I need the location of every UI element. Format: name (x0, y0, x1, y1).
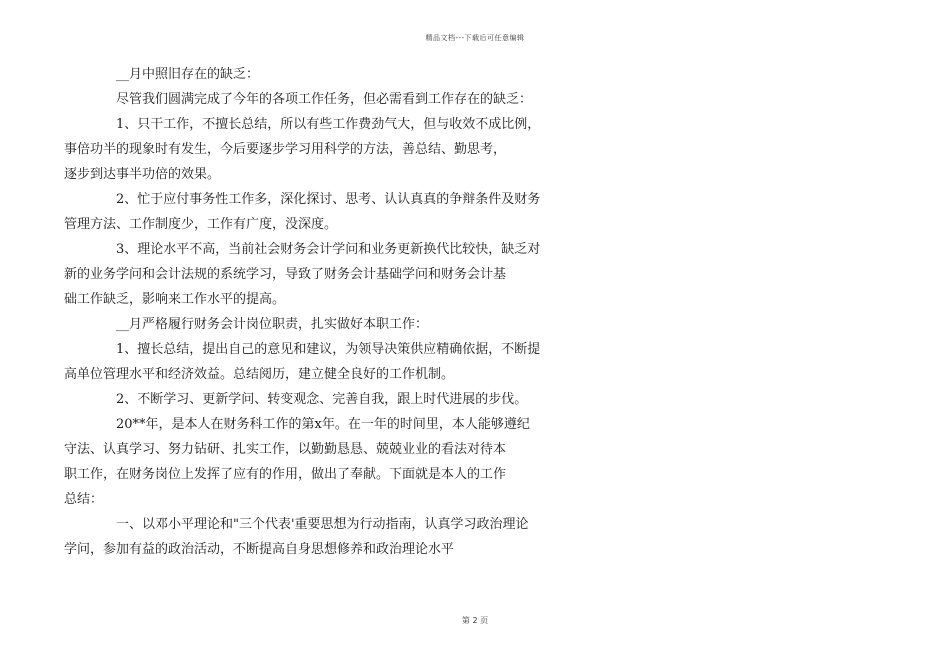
text-line: 3、理论水平不高，当前社会财务会计学问和业务更新换代比较快，缺乏对 (116, 242, 541, 257)
text-line: 事倍功半的现象时有发生，今后要逐步学习用科学的方法，善总结、勤思考， (64, 142, 507, 157)
paragraph (90, 87, 533, 112)
text-line: 新的业务学问和会计法规的系统学习，导致了财务会计基础学问和财务会计基 (64, 267, 507, 282)
text-line: 高单位管理水平和经济效益。总结阅历，建立健全良好的工作机制。 (64, 367, 455, 382)
page-number: 第 2 页 (461, 616, 489, 625)
paragraph (90, 312, 470, 337)
paragraph (64, 237, 541, 312)
page-header: 精品文档---下载后可任意编辑 (425, 34, 525, 42)
text-line: 逐步到达事半功倍的效果。 (64, 167, 221, 182)
text-line: 尽管我们圆满完成了今年的各项工作任务，但必需看到工作存在的缺乏： (116, 92, 533, 107)
text-line: 职工作，在财务岗位上发挥了应有的作用，做出了奉献。下面就是本人的工作 (64, 467, 507, 482)
paragraph (64, 512, 529, 562)
text-line: 守法、认真学习、努力钻研、扎实工作，以勤勤恳恳、兢兢业业的看法对待本 (64, 442, 507, 457)
text-line: 总结： (64, 492, 104, 507)
text-line: __月中照旧存在的缺乏： (116, 67, 260, 82)
paragraph (64, 112, 541, 187)
text-line: 管理方法、工作制度少，工作有广度，没深度。 (64, 217, 338, 232)
paragraph (64, 412, 530, 512)
text-line: 2、不断学习、更新学问、转变观念、完善自我，跟上时代进展的步伐。 (116, 392, 528, 407)
text-line: 1、只干工作，不擅长总结，所以有些工作费劲气大，但与收效不成比例， (116, 117, 541, 132)
text-line: 2、忙于应付事务性工作多，深化探讨、思考、认认真真的争辩条件及财务 (116, 192, 541, 207)
paragraph (64, 187, 541, 237)
text-line: 1、擅长总结，提出自己的意见和建议，为领导决策供应精确依据，不断提 (116, 342, 541, 357)
document-body (64, 62, 541, 562)
text-line: 学问，参加有益的政治活动，不断提高自身思想修养和政治理论水平 (64, 542, 455, 557)
text-line: 础工作缺乏，影响来工作水平的提高。 (64, 292, 286, 307)
text-line: 20**年，是本人在财务科工作的第x年。在一年的时间里，本人能够遵纪 (116, 417, 530, 432)
text-line: __月严格履行财务会计岗位职责，扎实做好本职工作： (116, 317, 429, 332)
paragraph (90, 62, 470, 87)
text-line: 一、以邓小平理论和"三个代表'重要思想为行动指南，认真学习政治理论 (116, 517, 529, 532)
paragraph (90, 387, 528, 412)
paragraph (64, 337, 541, 387)
